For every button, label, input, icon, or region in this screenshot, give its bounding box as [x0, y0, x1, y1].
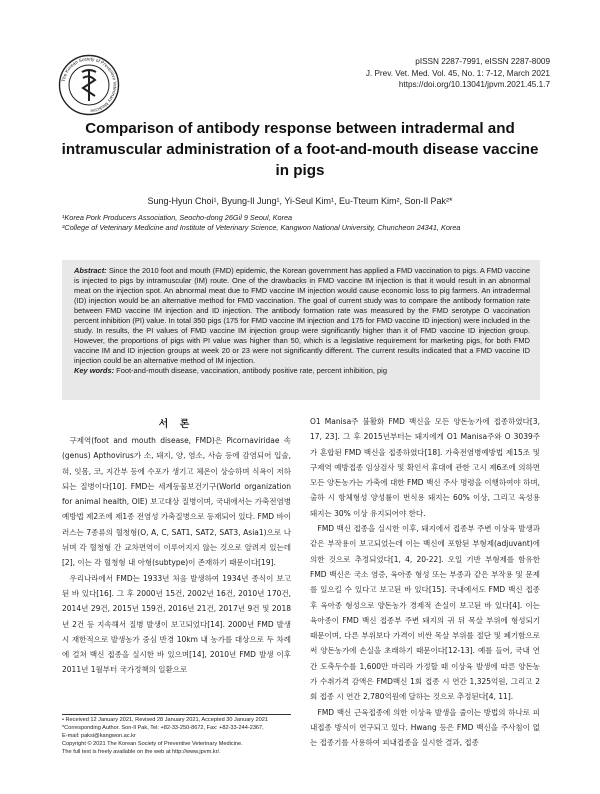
journal-logo: [58, 54, 120, 116]
affiliations: [62, 213, 542, 233]
doi-link[interactable]: https://doi.org/10.13041/jpvm.2021.45.1.7: [398, 80, 550, 89]
paragraph: FMD 백신 근육접종에 의한 이상육 발생을 줄이는 방법의 하나로 피내접종 방식이 연구되고 있다. Hwang 등은 FMD 백신을 주사침이 없는 접종기를 사용하여 피내접종을 실시한 결과, 접종: [310, 707, 540, 748]
logo-ring-text: The Korean Society of Preventive Veterinary Medicine: [60, 56, 118, 114]
footnote-received: • Received 12 January 2021, Revised 28 January 2021, Accepted 30 January 2021: [62, 717, 268, 723]
abstract-text: Since the 2010 foot and mouth (FMD) epidemic, the Korean government has applied a FMD vaccination to pigs. A FMD vaccine is injected to pigs by intramuscular (IM) route. One of the drawbacks in FMD vaccine IM injection is that it would result in an abnormal meat on the injection spot. An abnormal meat due to FMD vaccine IM injection would cause economic loss to pig farmers. An intradermal (ID) injection would be an alternative method for FMD vaccination. The goal of current study was to compare the antibody formation rate between FMD vaccine IM injection and ID injection. The antibody formation rate was measured by the FMD serotype O vaccination percent inhibition (PI) value. In total 350 pigs (175 for FMD vaccine IM injection and 175 for FMD vaccine ID injection) were included in the study. In results, the PI values of FMD vaccine IM injection group were significantly higher than it of FMD vaccine ID injection group. However, the proportions of pigs with PI value was higher than 50, which is a legislative requirement for marketing pigs, for both FMD vaccine IM and ID injection groups at week 20 or 23 were not significantly different. The current results indicated that a FMD vaccine ID injection could be an alternative method of IM injection.: [74, 266, 530, 365]
footnote-url: The full text is freely available on the web at http://www.jpvm.kr/.: [62, 749, 221, 755]
footnote-divider: [62, 714, 291, 715]
abstract-label: Abstract:: [74, 266, 107, 275]
paragraph: FMD 백신 접종을 실시한 이후, 돼지에서 접종부 주변 이상육 발생과 같은 부작용이 보고되었는데 이는 백신에 포함된 부형제(adjuvant)에 의한 것으로 추정되었다[1, 4, 20-22]. 오일 기반 부형제를 함유한 FMD 백신은 국소 염증, 육아종 형성 또는 부종과 같은 부작용 및 문제를 일으킬 수 있다고 보고된 바 있다[15]. 국내에서도 FMD 백신 접종 후 육아종 형성으로 양돈농가 경제적 손실이 보고된 바 있다[4]. 이는 육아종이 FMD 백신 접종부 주변 돼지의 귀 뒤 목살 부위에 형성되기 때문이며, 다른 부위보다 가격이 비싼 목살 부위를 절단 및 폐기함으로써 양돈농가에 손실을 초래하기 때문이다[12-13]. 예를 들어, 국내 연간 도축두수를 1,600만 마리라 가정할 때 이상육 발생에 따른 양돈농가 수취가격 감액은 FMD백신 1회 접종 시 연간 1,325억원, 그리고 2회 접종 시 연간 2,780억원에 달하는 것으로 추정된다[4, 11].: [310, 524, 540, 702]
body-column-left: [62, 433, 291, 678]
paragraph: O1 Manisa주 불활화 FMD 백신을 모든 양돈농가에 접종하였다[3, 17, 23]. 그 후 2015년부터는 돼지에게 O1 Manisa주와 O 3039주가 혼합된 FMD 백신을 접종하였다[18]. 가축전염병예방법 제15조 및 구제역 예방접종 임상검사 및 확인서 휴대에 관한 고시 제6조에 의하면 모든 양돈농가는 가축에 대한 FMD 백신 주사 명령을 이행하여야 하며, 출하 시 항체형성 양성률이 번식용 돼지는 60% 이상, 그리고 육성용 돼지는 30% 이상 유지되어야 한다.: [310, 417, 540, 518]
footnote-email: E-mail: paksi@kangwon.ac.kr: [62, 733, 136, 739]
author-list: Sung-Hyun Choi¹, Byung-Il Jung¹, Yi-Seul Kim¹, Eu-Tteum Kim², Son-Il Pak²*: [147, 196, 453, 206]
affiliation-1: ¹Korea Pork Producers Association, Seocho-dong 26Gil 9 Seoul, Korea: [62, 213, 293, 222]
footnote-corresponding: *Corresponding Author. Son-Il Pak, Tel: +82-33-250-8672, Fax: +82-33-244-2367,: [62, 725, 264, 731]
keywords-text: Foot-and-mouth disease, vaccination, antibody positive rate, percent inhibition, pig: [116, 366, 387, 375]
journal-info: [310, 56, 550, 91]
affiliation-2: ²College of Veterinary Medicine and Institute of Veterinary Science, Kangwon National University, Chuncheon 24341, Korea: [62, 223, 461, 232]
keywords-label: Key words:: [74, 366, 115, 375]
footnotes: [62, 716, 302, 756]
body-column-right: [310, 414, 540, 751]
footnote-copyright: Copyright © 2021 The Korean Society of Preventive Veterinary Medicine.: [62, 741, 243, 747]
abstract: [74, 266, 530, 376]
paper-title: Comparison of antibody response between intradermal and intramuscular administration of a foot-and-mouth disease vaccine in pigs: [61, 120, 539, 179]
paragraph: 우리나라에서 FMD는 1933년 처음 발생하여 1934년 종식이 보고된 바 있다[16]. 그 후 2000년 15건, 2002년 16건, 2010년 170건, 2014년 29건, 2015년 159건, 2016년 21건, 2017년 9건 및 2018년 2건 등 지속해서 질병 발생이 보고되었다[14]. 2000년 FMD 발생 시 재한적으로 발생농가 중심 반경 10km 내 농가를 대상으로 두 차례에 걸쳐 백신 접종을 실시한 바 있으며[14], 2010년 FMD 발생 이후 2011년 1월부터 국가정책의 일환으로: [62, 573, 291, 675]
citation: J. Prev. Vet. Med. Vol. 45, No. 1: 7-12, March 2021: [365, 68, 550, 78]
paragraph: 구제역(foot and mouth disease, FMD)은 Picornaviridae 속 (genus) Apthovirus가 소, 돼지, 양, 염소, 사슴 등에 감염되어 입술, 혀, 잇몸, 코, 지간부 등에 수포가 생기고 체온이 상승하며 식욕이 저하되는 질병이다[10]. FMD는 세계동물보건기구(World organization for animal health, OIE) 보고대상 질병이며, 국내에서는 가축전염병예방법 제2조에 제1종 전염성 가축질병으로 등재되어 있다. FMD 바이러스는 7종류의 혈청형(O, A, C, SAT1, SAT2, SAT3, Asia1)으로 나뉘며 각 혈청형 간 교차면역이 이루어지지 않는 것으로 알려져 있는데[2], 이는 각 혈청형 내 아형(subtype)이 존재하기 때문이다[19].: [62, 436, 291, 568]
section-title-introduction: 서 론: [158, 419, 194, 430]
issn: pISSN 2287-7991, eISSN 2287-8009: [415, 57, 550, 66]
